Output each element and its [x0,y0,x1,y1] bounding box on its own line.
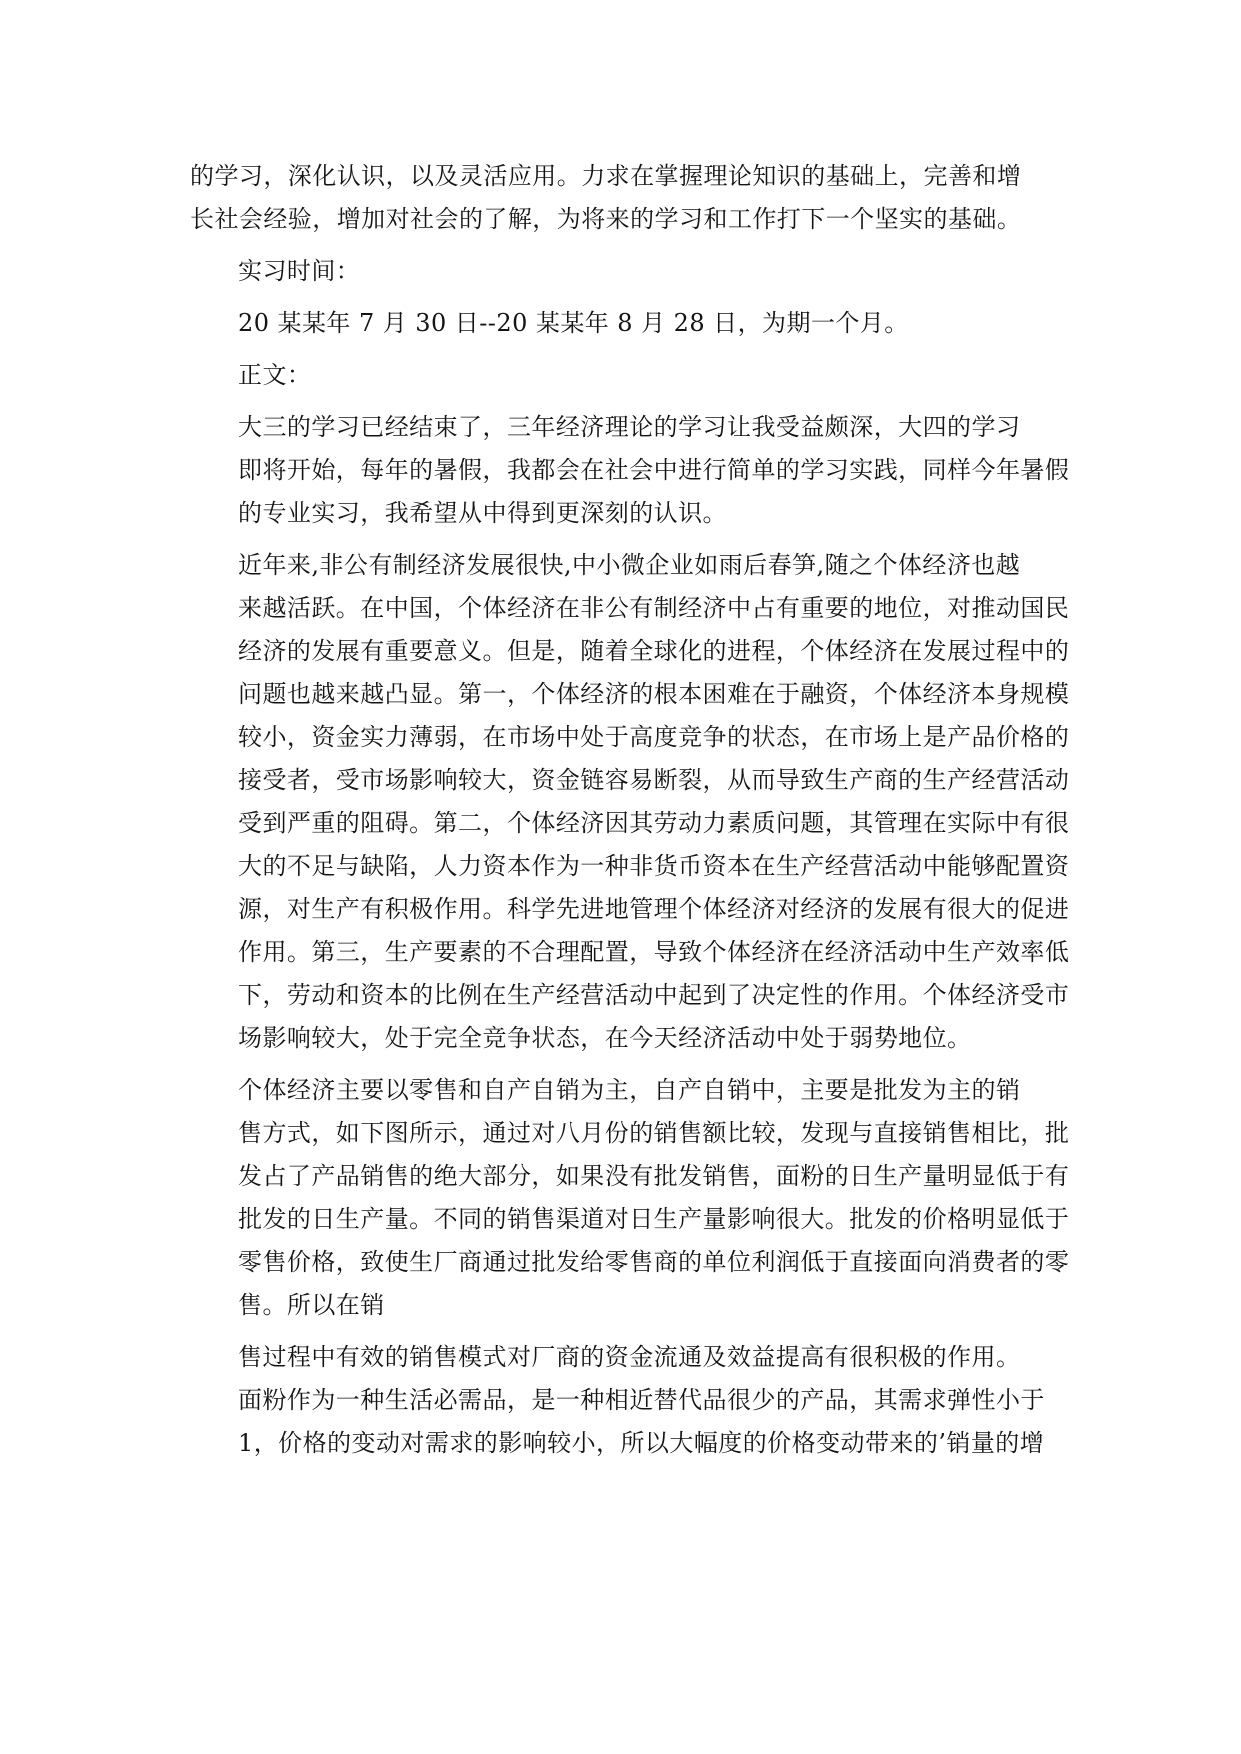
text-line: 发占了产品销售的绝大部分，如果没有批发销售，面粉的日生产量明显低于有 [238,1162,1070,1190]
text-line: 售方式，如下图所示，通过对八月份的销售额比较，发现与直接销售相比，批 [238,1119,1070,1147]
text-line: 下，劳动和资本的比例在生产经营活动中起到了决定性的作用。个体经济受市 [238,981,1070,1009]
text-line: 20 某某年 7 月 30 日--20 某某年 8 月 28 日，为期一个月。 [238,309,909,337]
document-body [190,155,1070,1465]
text-line: 源，对生产有积极作用。科学先进地管理个体经济对经济的发展有很大的促进 [238,895,1070,923]
text-line: 受到严重的阻碍。第二，个体经济因其劳动力素质问题，其管理在实际中有很 [238,809,1070,837]
text-line: 批发的日生产量。不同的销售渠道对日生产量影响很大。批发的价格明显低于 [238,1205,1070,1233]
text-line: 问题也越来越凸显。第一，个体经济的根本困难在于融资，个体经济本身规模 [238,680,1070,708]
paragraph-body-label [190,354,1050,397]
text-line: 长社会经验，增加对社会的了解，为将来的学习和工作打下一个坚实的基础。 [190,205,1022,233]
text-line: 场影响较大，处于完全竞争状态，在今天经济活动中处于弱势地位。 [238,1024,972,1052]
paragraph-individual-economy [190,544,1070,1060]
text-line: 作用。第三，生产要素的不合理配置，导致个体经济在经济活动中生产效率低 [238,938,1070,966]
text-line: 即将开始，每年的暑假，我都会在社会中进行简单的学习实践，同样今年暑假 [238,456,1070,484]
text-line: 近年来,非公有制经济发展很快,中小微企业如雨后春笋,随之个体经济也越 [238,551,1021,579]
text-line: 大的不足与缺陷，人力资本作为一种非货币资本在生产经营活动中能够配置资 [238,852,1070,880]
text-line: 来越活跃。在中国，个体经济在非公有制经济中占有重要的地位，对推动国民 [238,594,1070,622]
text-line: 个体经济主要以零售和自产自销为主，自产自销中，主要是批发为主的销 [238,1076,1021,1104]
paragraph-internship-time-label [190,250,1050,293]
paragraph-sales-model [190,1069,1070,1327]
text-line: 正文： [238,361,312,389]
text-line: 实习时间： [238,257,361,285]
paragraph-demand-elasticity [190,1336,1050,1465]
paragraph-study-summary [190,406,1070,535]
text-line: 经济的发展有重要意义。但是，随着全球化的进程，个体经济在发展过程中的 [238,637,1070,665]
text-line: 面粉作为一种生活必需品，是一种相近替代品很少的产品，其需求弹性小于 [238,1386,1045,1414]
paragraph-internship-dates [190,302,1050,345]
text-line: 大三的学习已经结束了，三年经济理论的学习让我受益颇深，大四的学习 [238,413,1021,441]
text-line: 1，价格的变动对需求的影响较小，所以大幅度的价格变动带来的’销量的增 [238,1429,1045,1457]
text-line: 零售价格，致使生厂商通过批发给零售商的单位利润低于直接面向消费者的零 [238,1248,1070,1276]
text-line: 售过程中有效的销售模式对厂商的资金流通及效益提高有很积极的作用。 [238,1343,1021,1371]
text-line: 较小，资金实力薄弱，在市场中处于高度竞争的状态，在市场上是产品价格的 [238,723,1070,751]
text-line: 售。所以在销 [238,1291,385,1319]
paragraph-intro-continuation [190,155,1050,241]
text-line: 的专业实习，我希望从中得到更深刻的认识。 [238,499,727,527]
text-line: 接受者，受市场影响较大，资金链容易断裂，从而导致生产商的生产经营活动 [238,766,1070,794]
text-line: 的学习，深化认识，以及灵活应用。力求在掌握理论知识的基础上，完善和增 [190,162,1022,190]
